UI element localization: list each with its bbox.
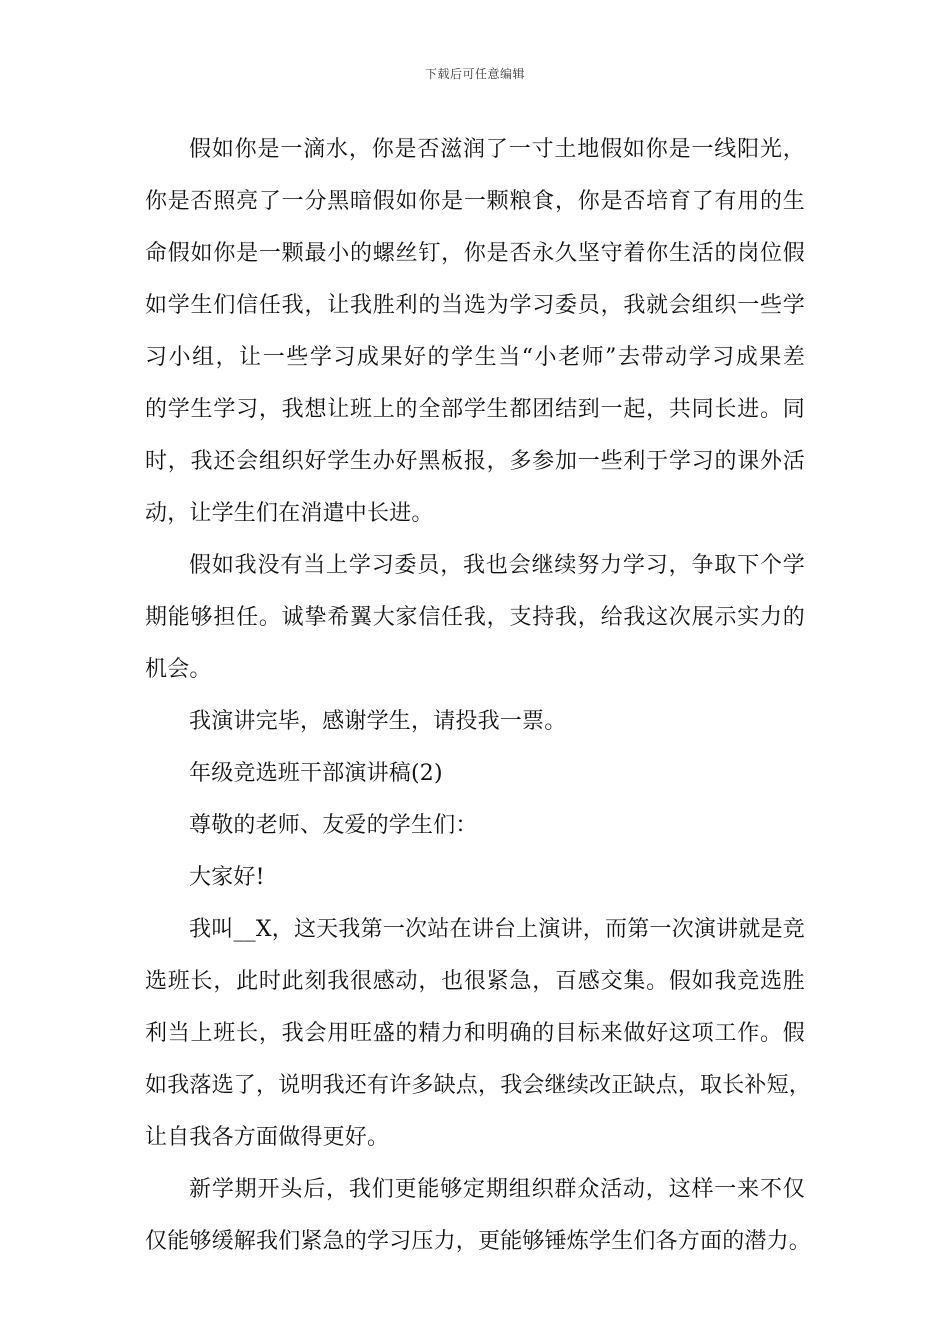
text-line: 动，让学生们在消遣中长进。 [145, 501, 434, 526]
text-line: 我演讲完毕，感谢学生，请投我一票。 [189, 709, 567, 734]
salutation [145, 800, 805, 852]
text-line: 机会。 [145, 657, 212, 682]
paragraph [145, 696, 805, 748]
text-line: 习小组，让一些学习成果好的学生当“小老师”去带动学习成果差 [145, 345, 805, 370]
text-line: 你是否照亮了一分黑暗假如你是一颗粮食，你是否培育了有用的生 [145, 189, 805, 214]
text-line: 命假如你是一颗最小的螺丝钉，你是否永久坚守着你生活的岗位假 [145, 241, 805, 266]
document-body [145, 124, 812, 1268]
text-line: 尊敬的老师、友爱的学生们： [189, 813, 478, 838]
text-line: 让自我各方面做得更好。 [145, 1125, 390, 1150]
text-line: 假如我没有当上学习委员，我也会继续努力学习，争取下个学 [189, 553, 805, 578]
text-line: 年级竞选班干部演讲稿(2) [189, 761, 443, 786]
text-line: 期能够担任。诚挚希翼大家信任我，支持我，给我这次展示实力的 [145, 605, 805, 630]
text-line: 仅能够缓解我们紧急的学习压力，更能够锤炼学生们各方面的潜力。 [145, 1229, 812, 1254]
paragraph [145, 1164, 812, 1268]
paragraph [145, 904, 812, 1164]
paragraph [145, 124, 805, 540]
text-line: 新学期开头后，我们更能够定期组织群众活动，这样一来不仅 [189, 1177, 805, 1202]
paragraph [145, 540, 805, 696]
page-header: 下载后可任意编辑 [424, 67, 525, 81]
text-line: 利当上班长，我会用旺盛的精力和明确的目标来做好这项工作。假 [145, 1021, 805, 1046]
text-line: 如学生们信任我，让我胜利的当选为学习委员，我就会组织一些学 [145, 293, 805, 318]
section-title [145, 748, 805, 800]
text-line: 选班长，此时此刻我很感动，也很紧急，百感交集。假如我竞选胜 [145, 969, 805, 994]
text-line: 我叫__X，这天我第一次站在讲台上演讲，而第一次演讲就是竞 [189, 917, 805, 942]
text-line: 的学生学习，我想让班上的全部学生都团结到一起，共同长进。同 [145, 397, 805, 422]
text-line: 假如你是一滴水，你是否滋润了一寸土地假如你是一线阳光， [189, 137, 805, 162]
text-line: 时，我还会组织好学生办好黑板报，多参加一些利于学习的课外活 [145, 449, 805, 474]
greeting [145, 852, 805, 904]
text-line: 大家好! [189, 865, 265, 890]
text-line: 如我落选了，说明我还有许多缺点，我会继续改正缺点，取长补短， [145, 1073, 812, 1098]
